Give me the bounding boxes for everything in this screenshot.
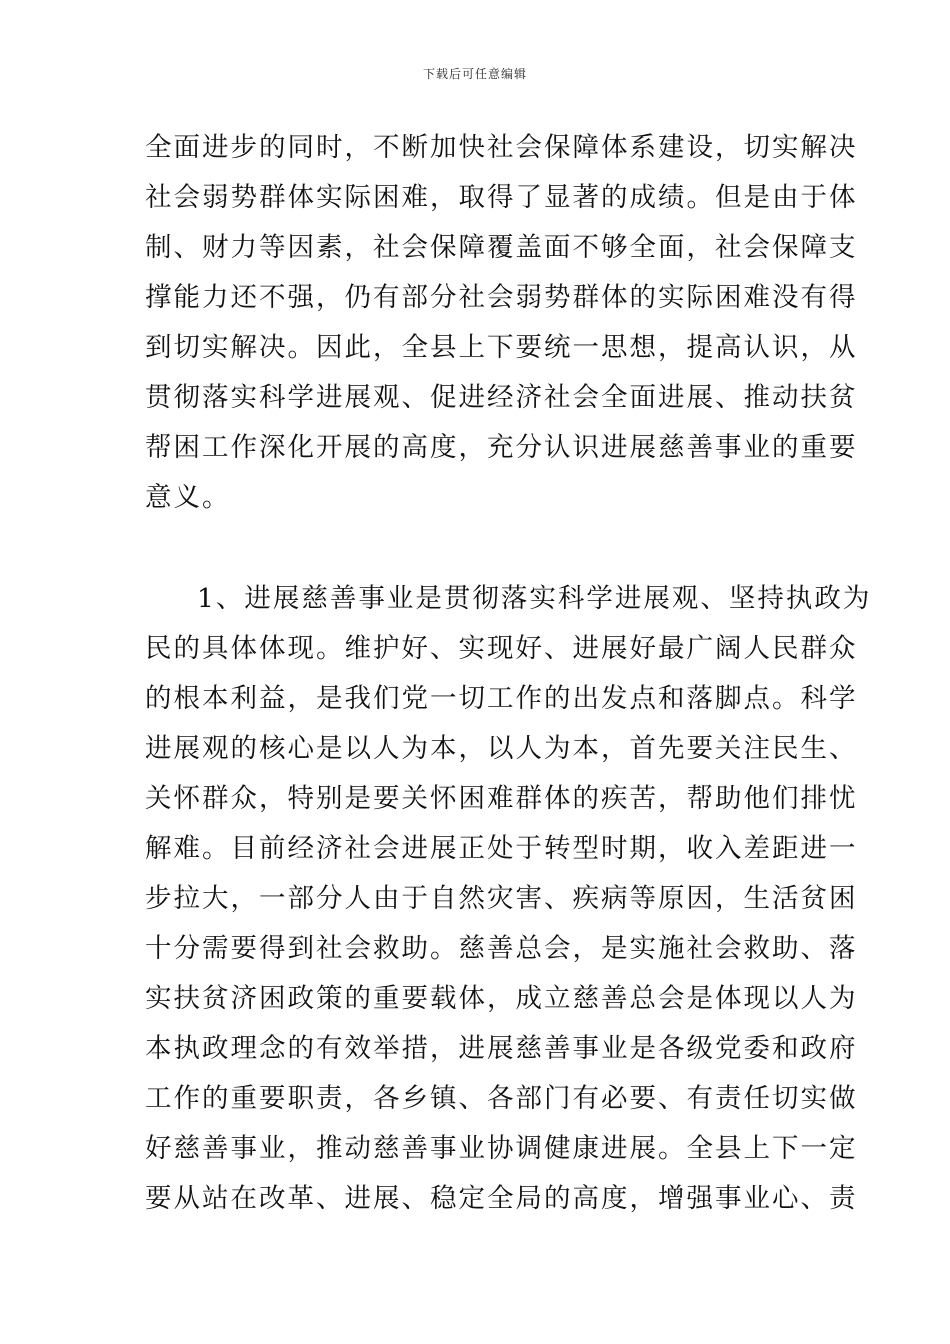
paragraph-1-line: 帮困工作深化开展的高度，充分认识进展慈善事业的重要: [145, 432, 858, 463]
paragraph-2-line: 的根本利益，是我们党一切工作的出发点和落脚点。科学: [145, 683, 858, 714]
paragraph-1-line: 意义。: [145, 482, 231, 513]
paragraph-2-line: 关怀群众，特别是要关怀困难群体的疾苦，帮助他们排忧: [145, 783, 858, 814]
paragraph-2-line: 步拉大，一部分人由于自然灾害、疾病等原因，生活贫困: [145, 883, 858, 914]
paragraph-2-line: 本执政理念的有效举措，进展慈善事业是各级党委和政府: [145, 1033, 858, 1064]
header-note: 下载后可任意编辑: [422, 67, 527, 81]
paragraph-1-line: 撑能力还不强，仍有部分社会弱势群体的实际困难没有得: [145, 282, 858, 313]
paragraph-1-line: 贯彻落实科学进展观、促进经济社会全面进展、推动扶贫: [145, 382, 858, 413]
paragraph-1-line: 社会弱势群体实际困难，取得了显著的成绩。但是由于体: [145, 182, 858, 213]
paragraph-2-line: 要从站在改革、进展、稳定全局的高度，增强事业心、责: [145, 1183, 858, 1214]
paragraph-2-line: 1、进展慈善事业是贯彻落实科学进展观、坚持执政为: [197, 583, 872, 614]
paragraph-2-line: 实扶贫济困政策的重要载体，成立慈善总会是体现以人为: [145, 983, 858, 1014]
paragraph-2-line: 民的具体体现。维护好、实现好、进展好最广阔人民群众: [145, 633, 858, 664]
paragraph-1-line: 到切实解决。因此，全县上下要统一思想，提高认识，从: [145, 332, 858, 363]
paragraph-2-line: 十分需要得到社会救助。慈善总会，是实施社会救助、落: [145, 933, 858, 964]
paragraph-2-line: 解难。目前经济社会进展正处于转型时期，收入差距进一: [145, 833, 858, 864]
paragraph-2-line: 进展观的核心是以人为本，以人为本，首先要关注民生、: [145, 733, 858, 764]
paragraph-1-line: 制、财力等因素，社会保障覆盖面不够全面，社会保障支: [145, 232, 858, 263]
paragraph-1-line: 全面进步的同时，不断加快社会保障体系建设，切实解决: [145, 132, 858, 163]
paragraph-2-line: 好慈善事业，推动慈善事业协调健康进展。全县上下一定: [145, 1133, 858, 1164]
paragraph-2-line: 工作的重要职责，各乡镇、各部门有必要、有责任切实做: [145, 1083, 858, 1114]
